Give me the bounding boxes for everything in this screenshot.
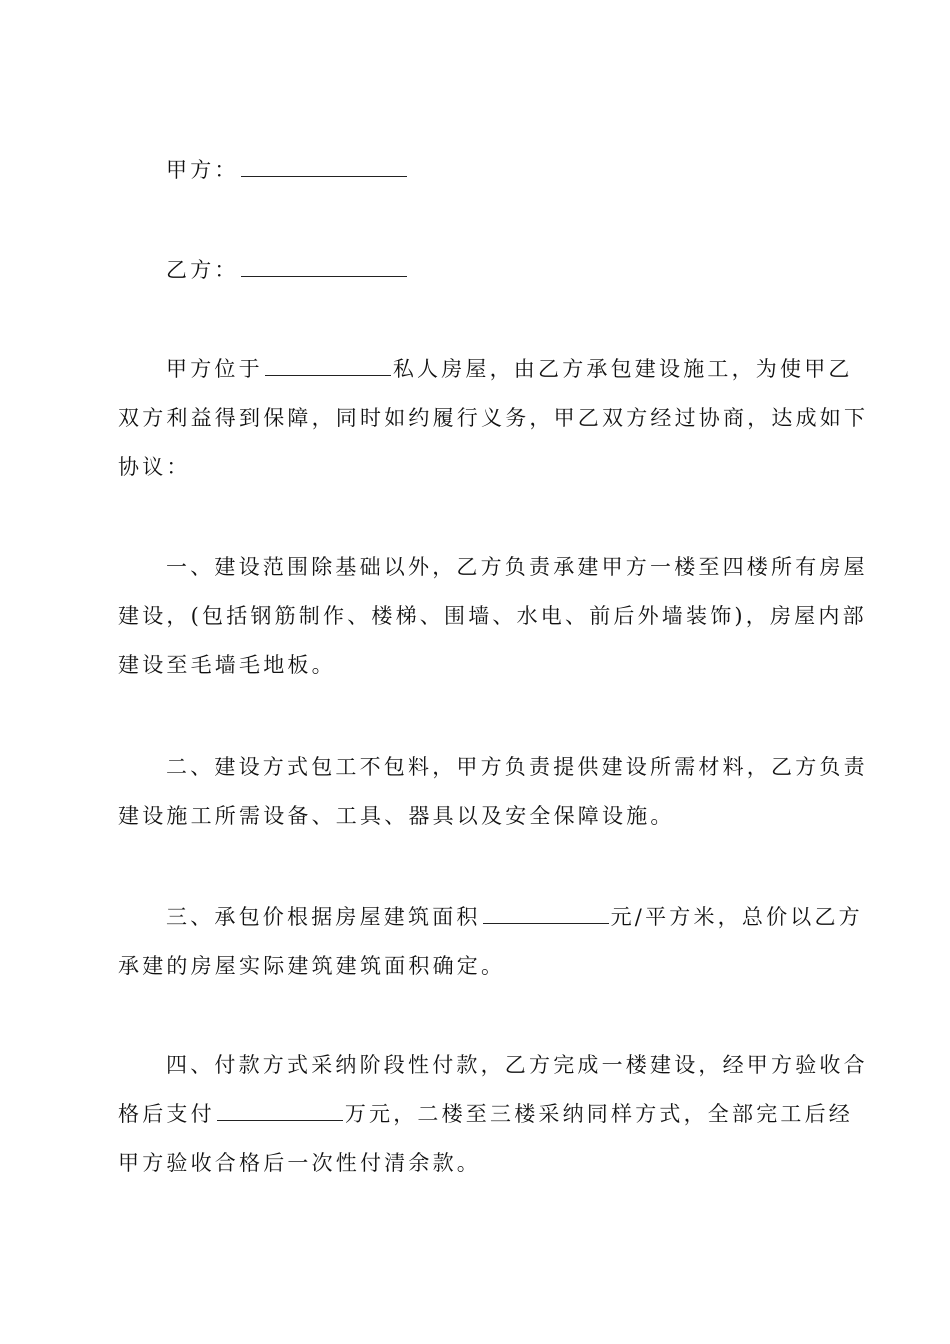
party-b-label: 乙方： bbox=[166, 258, 239, 282]
intro-line-3: 协议： bbox=[118, 455, 191, 479]
party-a-label: 甲方： bbox=[166, 158, 239, 182]
location-blank bbox=[265, 357, 391, 376]
clause-3-text: 三、承包价根据房屋建筑面积 bbox=[166, 905, 481, 929]
clause-1-line-1: 一、建设范围除基础以外，乙方负责承建甲方一楼至四楼所有房屋 bbox=[166, 555, 868, 579]
party-a-line bbox=[166, 146, 838, 195]
intro-line-1 bbox=[166, 345, 853, 394]
clause-1-line-2: 建设，(包括钢筋制作、楼梯、围墙、水电、前后外墙装饰)，房屋内部 bbox=[118, 604, 867, 628]
clause-4-text: 万元，二楼至三楼采纳同样方式，全部完工后经 bbox=[344, 1102, 854, 1126]
clause-1-line-3: 建设至毛墙毛地板。 bbox=[118, 653, 336, 677]
clause-2-line-1: 二、建设方式包工不包料，甲方负责提供建设所需材料，乙方负责 bbox=[166, 755, 868, 779]
clause-4-line-3: 甲方验收合格后一次性付清余款。 bbox=[118, 1151, 481, 1175]
clause-3-text: 元/平方米，总价以乙方 bbox=[610, 905, 863, 929]
party-b-blank bbox=[241, 258, 407, 277]
clause-3-line-1 bbox=[166, 893, 863, 942]
party-a-blank bbox=[241, 158, 407, 177]
intro-text: 私人房屋，由乙方承包建设施工，为使甲乙 bbox=[392, 357, 853, 381]
clause-2-line-2: 建设施工所需设备、工具、器具以及安全保障设施。 bbox=[118, 804, 675, 828]
price-blank bbox=[483, 905, 609, 924]
party-b-line bbox=[166, 246, 838, 295]
intro-text: 甲方位于 bbox=[166, 357, 263, 381]
intro-line-2: 双方利益得到保障，同时如约履行义务，甲乙双方经过协商，达成如下 bbox=[118, 406, 869, 430]
clause-4-line-2 bbox=[118, 1090, 854, 1139]
clause-4-line-1: 四、付款方式采纳阶段性付款，乙方完成一楼建设，经甲方验收合 bbox=[166, 1053, 868, 1077]
clause-4-text: 格后支付 bbox=[118, 1102, 215, 1126]
clause-3-line-2: 承建的房屋实际建筑建筑面积确定。 bbox=[118, 954, 506, 978]
payment-blank bbox=[217, 1102, 343, 1121]
